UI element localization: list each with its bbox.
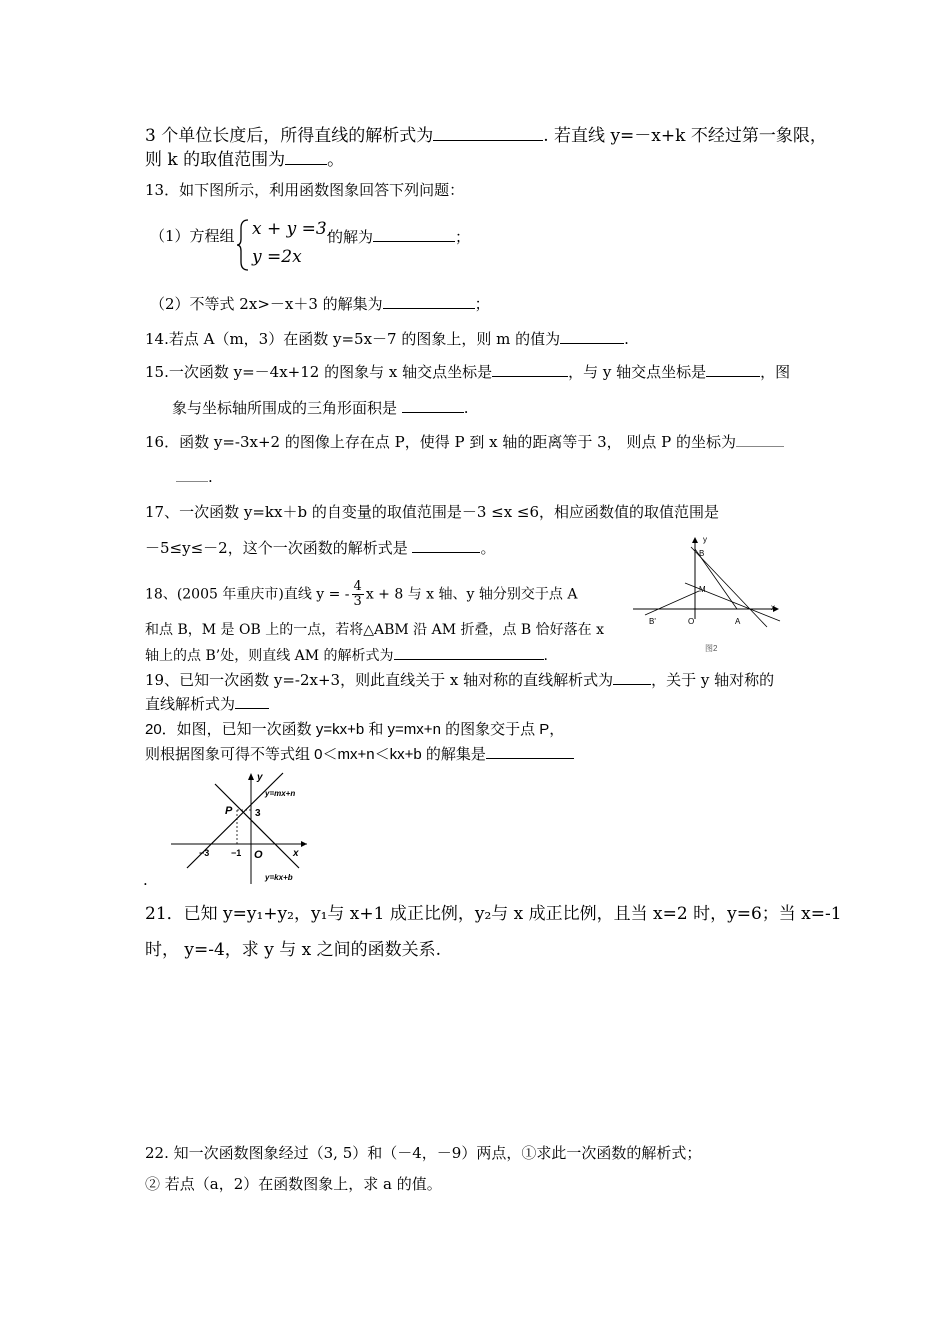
q20-figure xyxy=(165,768,315,888)
line-mbp xyxy=(645,591,699,615)
fig-label: y=kx+b xyxy=(265,873,293,882)
q12-line2: 则 k 的取值范围为 。 xyxy=(145,150,345,170)
fig-label: y xyxy=(257,772,263,783)
q18-line3: 轴上的点 B’处，则直线 AM 的解析式为 . xyxy=(145,645,548,666)
fig-label: B' xyxy=(649,617,656,626)
q19-line1: 19、已知一次函数 y=-2x+3，则此直线关于 x 轴对称的直线解析式为 ，关于 y 轴对称的 xyxy=(145,671,775,689)
answer-blank[interactable] xyxy=(235,694,269,709)
q12-line1: 3 个单位长度后，所得直线的解析式为 . 若直线 y=－x+k 不经过第一象限， xyxy=(145,126,827,146)
fraction: $\frac{4}{3}$ xyxy=(353,579,362,609)
q19-line2: 直线解析式为 xyxy=(145,694,269,714)
q17-line1: 17、一次函数 y=kx＋b 的自变量的取值范围是－3 ≤x ≤6，相应函数值的取值范围是 xyxy=(145,503,720,521)
answer-blank[interactable] xyxy=(176,467,208,482)
answer-blank[interactable] xyxy=(706,362,760,377)
system-brace xyxy=(236,218,250,272)
fig-label: O xyxy=(688,617,695,626)
fig-label: y xyxy=(703,535,707,544)
q18-line2: 和点 B，M 是 OB 上的一点，若将△ABM 沿 AM 折叠，点 B 恰好落在 x xyxy=(145,622,605,638)
fig-label: x xyxy=(771,603,775,612)
fig-label: M xyxy=(699,585,706,594)
y-axis-arrow xyxy=(692,537,698,543)
answer-blank[interactable] xyxy=(613,670,651,685)
y-axis-arrow xyxy=(248,773,254,780)
fig-label: y=mx+n xyxy=(265,789,296,798)
q13-part1-label: （1）方程组 xyxy=(150,227,235,245)
answer-blank[interactable] xyxy=(383,294,475,309)
q15-line1: 15.一次函数 y=－4x+12 的图象与 x 轴交点坐标是 ，与 y 轴交点坐标是 ，图 xyxy=(145,363,791,381)
line-ba xyxy=(695,549,737,609)
fig-label: B xyxy=(699,549,705,558)
q20-line1: 20．如图，已知一次函数 y=kx+b 和 y=mx+n 的图象交于点 P， xyxy=(145,721,565,738)
fig-label: P xyxy=(225,805,233,817)
answer-blank[interactable] xyxy=(433,126,543,141)
answer-blank[interactable] xyxy=(486,744,574,759)
answer-blank[interactable] xyxy=(285,150,327,165)
answer-blank[interactable] xyxy=(412,538,480,553)
fig-label: −1 xyxy=(231,848,242,858)
answer-blank[interactable] xyxy=(736,432,784,447)
x-axis-arrow xyxy=(301,841,307,847)
equation-1: x + y =3, xyxy=(252,219,333,239)
answer-blank[interactable] xyxy=(373,227,455,242)
fig-label: A xyxy=(735,617,741,626)
fig-label: −3 xyxy=(199,848,210,858)
q17-line2: －5≤y≤－2，这个一次函数的解析式是 。 xyxy=(145,539,496,557)
equation-2: y =2x xyxy=(252,247,302,267)
fig-caption: 图2 xyxy=(705,644,718,653)
answer-blank[interactable] xyxy=(560,329,624,344)
q14: 14.若点 A（m，3）在函数 y=5x－7 的图象上，则 m 的值为 . xyxy=(145,330,629,348)
q15-line2: 象与坐标轴所围成的三角形面积是 . xyxy=(172,399,469,417)
answer-blank[interactable] xyxy=(394,645,544,660)
fig-label: x xyxy=(293,848,299,859)
q18-figure xyxy=(625,535,785,660)
q21-line2: 时， y=-4，求 y 与 x 之间的函数关系. xyxy=(145,940,442,960)
answer-blank[interactable] xyxy=(402,398,464,413)
answer-blank[interactable] xyxy=(492,362,568,377)
q16-line2: . xyxy=(176,467,213,487)
q13-stem: 13．如下图所示，利用函数图象回答下列问题： xyxy=(145,181,465,199)
q22-line2: ② 若点（a，2）在函数图象上，求 a 的值。 xyxy=(145,1175,442,1193)
q18-line1: 18、(2005 年重庆市)直线 y = - $\frac{4}{3}$ x + 8 与 x 轴、y 轴分别交于点 A xyxy=(145,579,578,609)
q16-line1: 16．函数 y=-3x+2 的图像上存在点 P，使得 P 到 x 轴的距离等于 3， 则点 P 的坐标为 xyxy=(145,432,784,452)
q21-line1: 21．已知 y=y₁+y₂，y₁与 x+1 成正比例，y₂与 x 成正比例，且当 x=2 时，y=6；当 x=-1 xyxy=(145,904,842,924)
fig-label: O xyxy=(254,849,263,861)
q13-part1-tail: 的解为 ； xyxy=(328,228,471,246)
q22-line1: 22. 知一次函数图象经过（3, 5）和（－4，－9）两点，①求此一次函数的解析式； xyxy=(145,1144,702,1162)
q20-line2: 则根据图象可得不等式组 0＜mx+n＜kx+b 的解集是 xyxy=(145,744,574,765)
q13-part2: （2）不等式 2x>－x＋3 的解集为 ； xyxy=(150,295,490,313)
q20-dot: . xyxy=(143,871,148,889)
fig-label: 3 xyxy=(255,808,261,819)
